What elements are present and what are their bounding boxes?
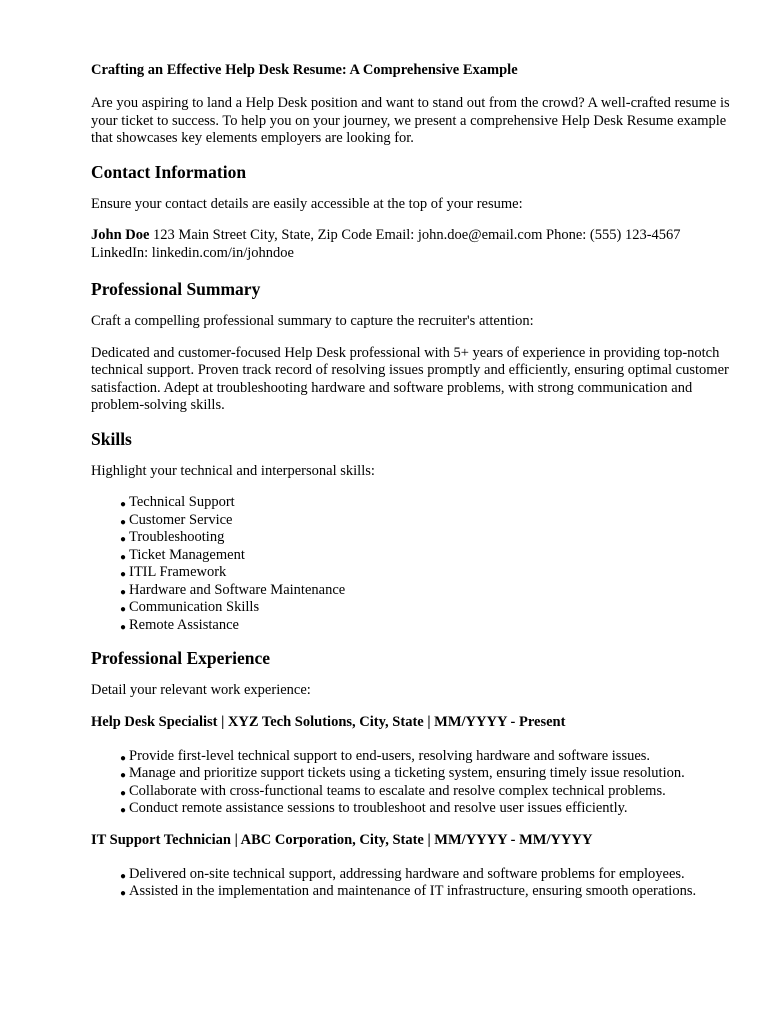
list-item: ● Provide first-level technical support to end-users, resolving hardware and software issues. — [129, 748, 731, 766]
bullet-icon: ● — [120, 888, 127, 899]
summary-description: Craft a compelling professional summary to capture the recruiter's attention: — [91, 313, 534, 329]
bullet-icon: ● — [120, 870, 127, 882]
list-item: ● Delivered on-site technical support, addressing hardware and software problems for employees. — [129, 866, 731, 884]
list-item: ● Troubleshooting — [129, 529, 731, 547]
skills-list — [91, 494, 731, 634]
list-item: ● Customer Service — [129, 512, 731, 530]
intro-paragraph: Are you aspiring to land a Help Desk position and want to stand out from the crowd? A well-crafted resume is your ticket to success. To help you on your journey, we present a comprehensive Help Desk Resume example that showcases key elements employers are looking for. — [91, 95, 730, 146]
contact-name: John Doe — [91, 227, 150, 243]
experience-description: Detail your relevant work experience: — [91, 682, 311, 698]
job-bullets — [91, 748, 731, 818]
bullet-icon: ● — [120, 770, 127, 781]
document-page — [91, 62, 731, 915]
bullet-icon: ● — [120, 787, 127, 799]
summary-heading: Professional Summary — [91, 279, 261, 299]
skills-heading: Skills — [91, 428, 132, 449]
contact-info: 123 Main Street City, State, Zip Code Email: john.doe@email.com Phone: (555) 123-4567 LinkedIn: linkedin.com/in/johndoe — [91, 227, 681, 261]
bullet-icon: ● — [120, 752, 127, 764]
document-title: Crafting an Effective Help Desk Resume: A Comprehensive Example — [91, 62, 518, 78]
bullet-icon: ● — [120, 604, 127, 615]
list-item: ● Assisted in the implementation and maintenance of IT infrastructure, ensuring smooth operations. — [129, 883, 731, 901]
bullet-icon: ● — [120, 499, 127, 510]
bullet-icon: ● — [120, 569, 127, 580]
list-item: ● Hardware and Software Maintenance — [129, 582, 731, 600]
contact-details — [91, 227, 731, 262]
job-title: Help Desk Specialist | XYZ Tech Solutions, City, State | MM/YYYY - Present — [91, 713, 566, 730]
list-item: ● Collaborate with cross-functional teams to escalate and resolve complex technical problems. — [129, 783, 731, 801]
bullet-icon: ● — [120, 586, 127, 598]
job-bullets — [91, 866, 731, 901]
bullet-icon: ● — [120, 551, 127, 563]
list-item: ● Conduct remote assistance sessions to troubleshoot and resolve user issues efficiently. — [129, 800, 731, 818]
bullet-icon: ● — [120, 621, 127, 633]
list-item: ● Ticket Management — [129, 547, 731, 565]
contact-description: Ensure your contact details are easily accessible at the top of your resume: — [91, 195, 523, 212]
skills-description: Highlight your technical and interpersonal skills: — [91, 462, 375, 479]
bullet-icon: ● — [120, 534, 127, 545]
bullet-icon: ● — [120, 516, 127, 528]
contact-heading: Contact Information — [91, 161, 247, 182]
job-title: IT Support Technician | ABC Corporation, City, State | MM/YYYY - MM/YYYY — [91, 831, 593, 848]
bullet-icon: ● — [120, 805, 127, 816]
list-item: ● Communication Skills — [129, 599, 731, 617]
list-item: ● ITIL Framework — [129, 564, 731, 582]
list-item: ● Technical Support — [129, 494, 731, 512]
experience-heading: Professional Experience — [91, 648, 271, 668]
list-item: ● Manage and prioritize support tickets using a ticketing system, ensuring timely issue resolution. — [129, 765, 731, 783]
summary-text: Dedicated and customer-focused Help Desk professional with 5+ years of experience in providing top-notch technical support. Proven track record of resolving issues promptly and efficiently, ensuring optimal customer satisfaction. Adept at troubleshooting hardware and software problems, with strong communication and problem-solving skills. — [91, 344, 729, 413]
list-item: ● Remote Assistance — [129, 617, 731, 635]
